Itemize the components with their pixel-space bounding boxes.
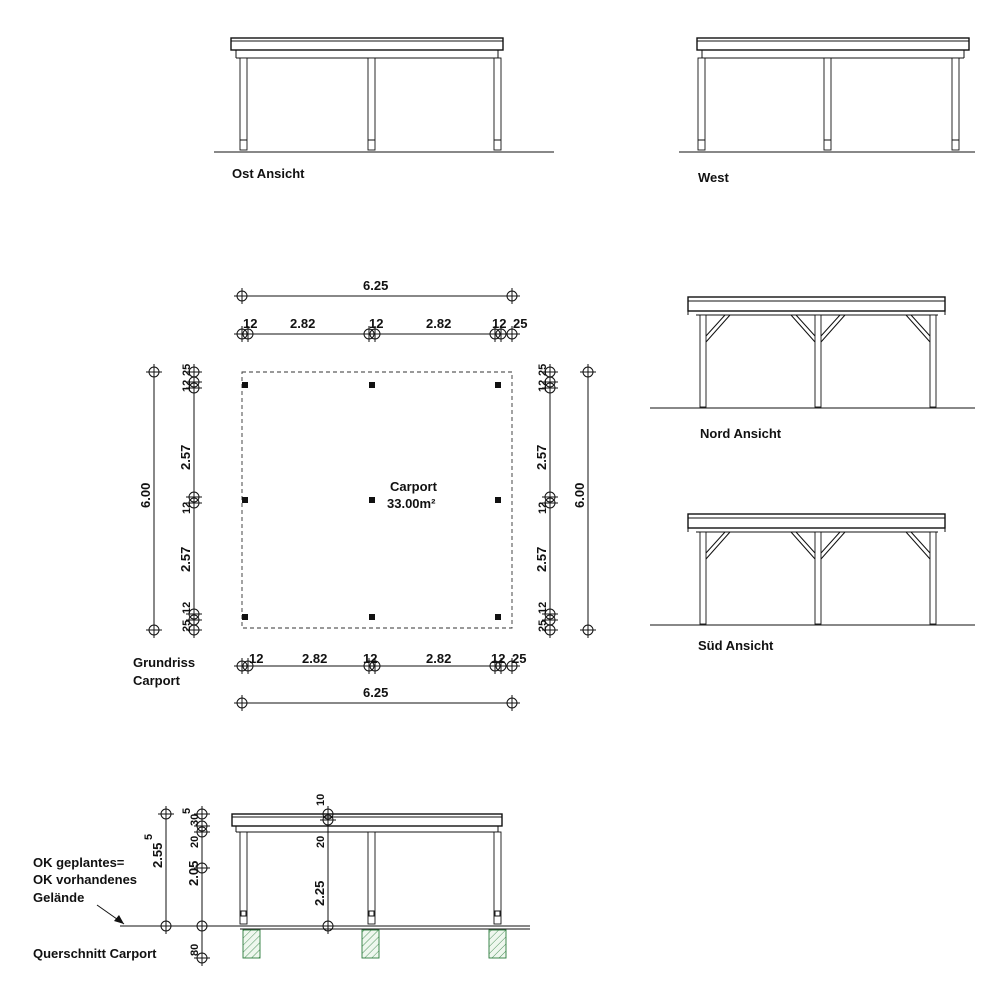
post — [815, 532, 821, 624]
svg-text:2.82: 2.82 — [302, 651, 328, 666]
post — [240, 58, 247, 150]
svg-text:12: 12 — [491, 651, 506, 666]
plan-label-line1: Grundriss — [133, 655, 196, 670]
svg-text:2.57: 2.57 — [534, 546, 549, 572]
svg-text:25: 25 — [537, 363, 549, 376]
post-marker — [495, 382, 501, 388]
roof-fascia — [231, 38, 503, 50]
right-overall-dimension — [572, 364, 596, 638]
post-marker — [495, 497, 501, 503]
south-view-label: Süd Ansicht — [698, 638, 774, 653]
svg-text:2.25: 2.25 — [312, 880, 327, 906]
roof-fascia — [688, 297, 945, 311]
post — [240, 832, 247, 924]
svg-text:2.57: 2.57 — [534, 444, 549, 470]
post-marker — [242, 614, 248, 620]
svg-text:25: 25 — [512, 651, 527, 666]
west-elevation — [679, 38, 975, 185]
post — [368, 832, 375, 924]
svg-text:5: 5 — [181, 807, 193, 814]
post — [368, 58, 375, 150]
svg-text:30: 30 — [189, 813, 201, 826]
post — [494, 58, 501, 150]
north-elevation — [650, 297, 975, 441]
svg-text:2.55: 2.55 — [150, 842, 165, 868]
roof-fascia — [688, 514, 945, 528]
post-marker — [369, 614, 375, 620]
svg-text:12: 12 — [181, 379, 193, 392]
section-middle-dimension — [312, 794, 336, 934]
section-chain-dimension — [181, 806, 210, 966]
roof-fascia — [697, 38, 969, 50]
svg-text:2.57: 2.57 — [178, 546, 193, 572]
east-view-label: Ost Ansicht — [232, 166, 305, 181]
west-view-label: West — [698, 170, 729, 185]
top-chain-dimension — [234, 316, 527, 342]
svg-text:20: 20 — [315, 835, 327, 848]
svg-text:12: 12 — [363, 651, 378, 666]
post — [952, 58, 959, 150]
svg-text:12: 12 — [537, 601, 549, 614]
post — [700, 532, 706, 624]
svg-text:20: 20 — [189, 835, 201, 848]
top-overall-dimension — [234, 278, 520, 304]
east-elevation — [214, 38, 554, 181]
post-marker — [242, 497, 248, 503]
svg-text:2.82: 2.82 — [290, 316, 316, 331]
svg-text:2.82: 2.82 — [426, 316, 452, 331]
svg-text:25: 25 — [537, 619, 549, 632]
svg-text:12: 12 — [249, 651, 264, 666]
svg-text:80: 80 — [189, 943, 201, 956]
north-view-label: Nord Ansicht — [700, 426, 782, 441]
cross-section — [33, 794, 530, 966]
left-overall-dimension — [138, 364, 162, 638]
post — [930, 532, 936, 624]
plan-label-line2: Carport — [133, 673, 180, 688]
post-marker — [495, 614, 501, 620]
svg-text:10: 10 — [315, 793, 327, 806]
right-chain-dimension — [534, 364, 558, 638]
post — [700, 315, 706, 407]
foundation — [489, 930, 506, 958]
svg-text:6.00: 6.00 — [572, 482, 587, 508]
post — [698, 58, 705, 150]
svg-text:12: 12 — [537, 501, 549, 514]
bottom-chain-dimension — [234, 651, 526, 674]
roof-outline — [242, 372, 512, 628]
svg-text:12: 12 — [181, 501, 193, 514]
foundation — [362, 930, 379, 958]
svg-text:6.25: 6.25 — [363, 278, 389, 293]
svg-text:25: 25 — [513, 316, 528, 331]
roof-section — [232, 814, 502, 826]
post — [815, 315, 821, 407]
svg-text:12: 12 — [369, 316, 384, 331]
ground-note-line2: OK vorhandenes — [33, 872, 138, 887]
ground-note-line1: OK geplantes= — [33, 855, 125, 870]
bottom-overall-dimension — [234, 685, 520, 711]
svg-text:6.00: 6.00 — [138, 482, 153, 508]
foundation — [243, 930, 260, 958]
room-name: Carport — [390, 479, 437, 494]
svg-text:2.05: 2.05 — [186, 860, 201, 886]
post — [824, 58, 831, 150]
floor-plan — [133, 278, 596, 711]
room-area: 33.00m² — [387, 496, 436, 511]
section-label: Querschnitt Carport — [33, 946, 157, 961]
post-marker — [242, 382, 248, 388]
post — [494, 832, 501, 924]
svg-text:12: 12 — [492, 316, 507, 331]
svg-text:12: 12 — [243, 316, 258, 331]
post — [930, 315, 936, 407]
svg-text:25: 25 — [181, 619, 193, 632]
svg-text:25: 25 — [181, 363, 193, 376]
svg-text:12: 12 — [537, 379, 549, 392]
svg-text:2.82: 2.82 — [426, 651, 452, 666]
svg-text:6.25: 6.25 — [363, 685, 389, 700]
post-marker — [369, 497, 375, 503]
post-marker — [369, 382, 375, 388]
svg-text:5: 5 — [143, 833, 155, 840]
ground-note-line3: Gelände — [33, 890, 85, 905]
left-chain-dimension — [178, 364, 202, 638]
svg-text:2.57: 2.57 — [178, 444, 193, 470]
arrow-head-icon — [114, 915, 124, 924]
section-overall-height-dimension — [143, 806, 174, 934]
south-elevation — [650, 514, 975, 653]
svg-text:12: 12 — [181, 601, 193, 614]
